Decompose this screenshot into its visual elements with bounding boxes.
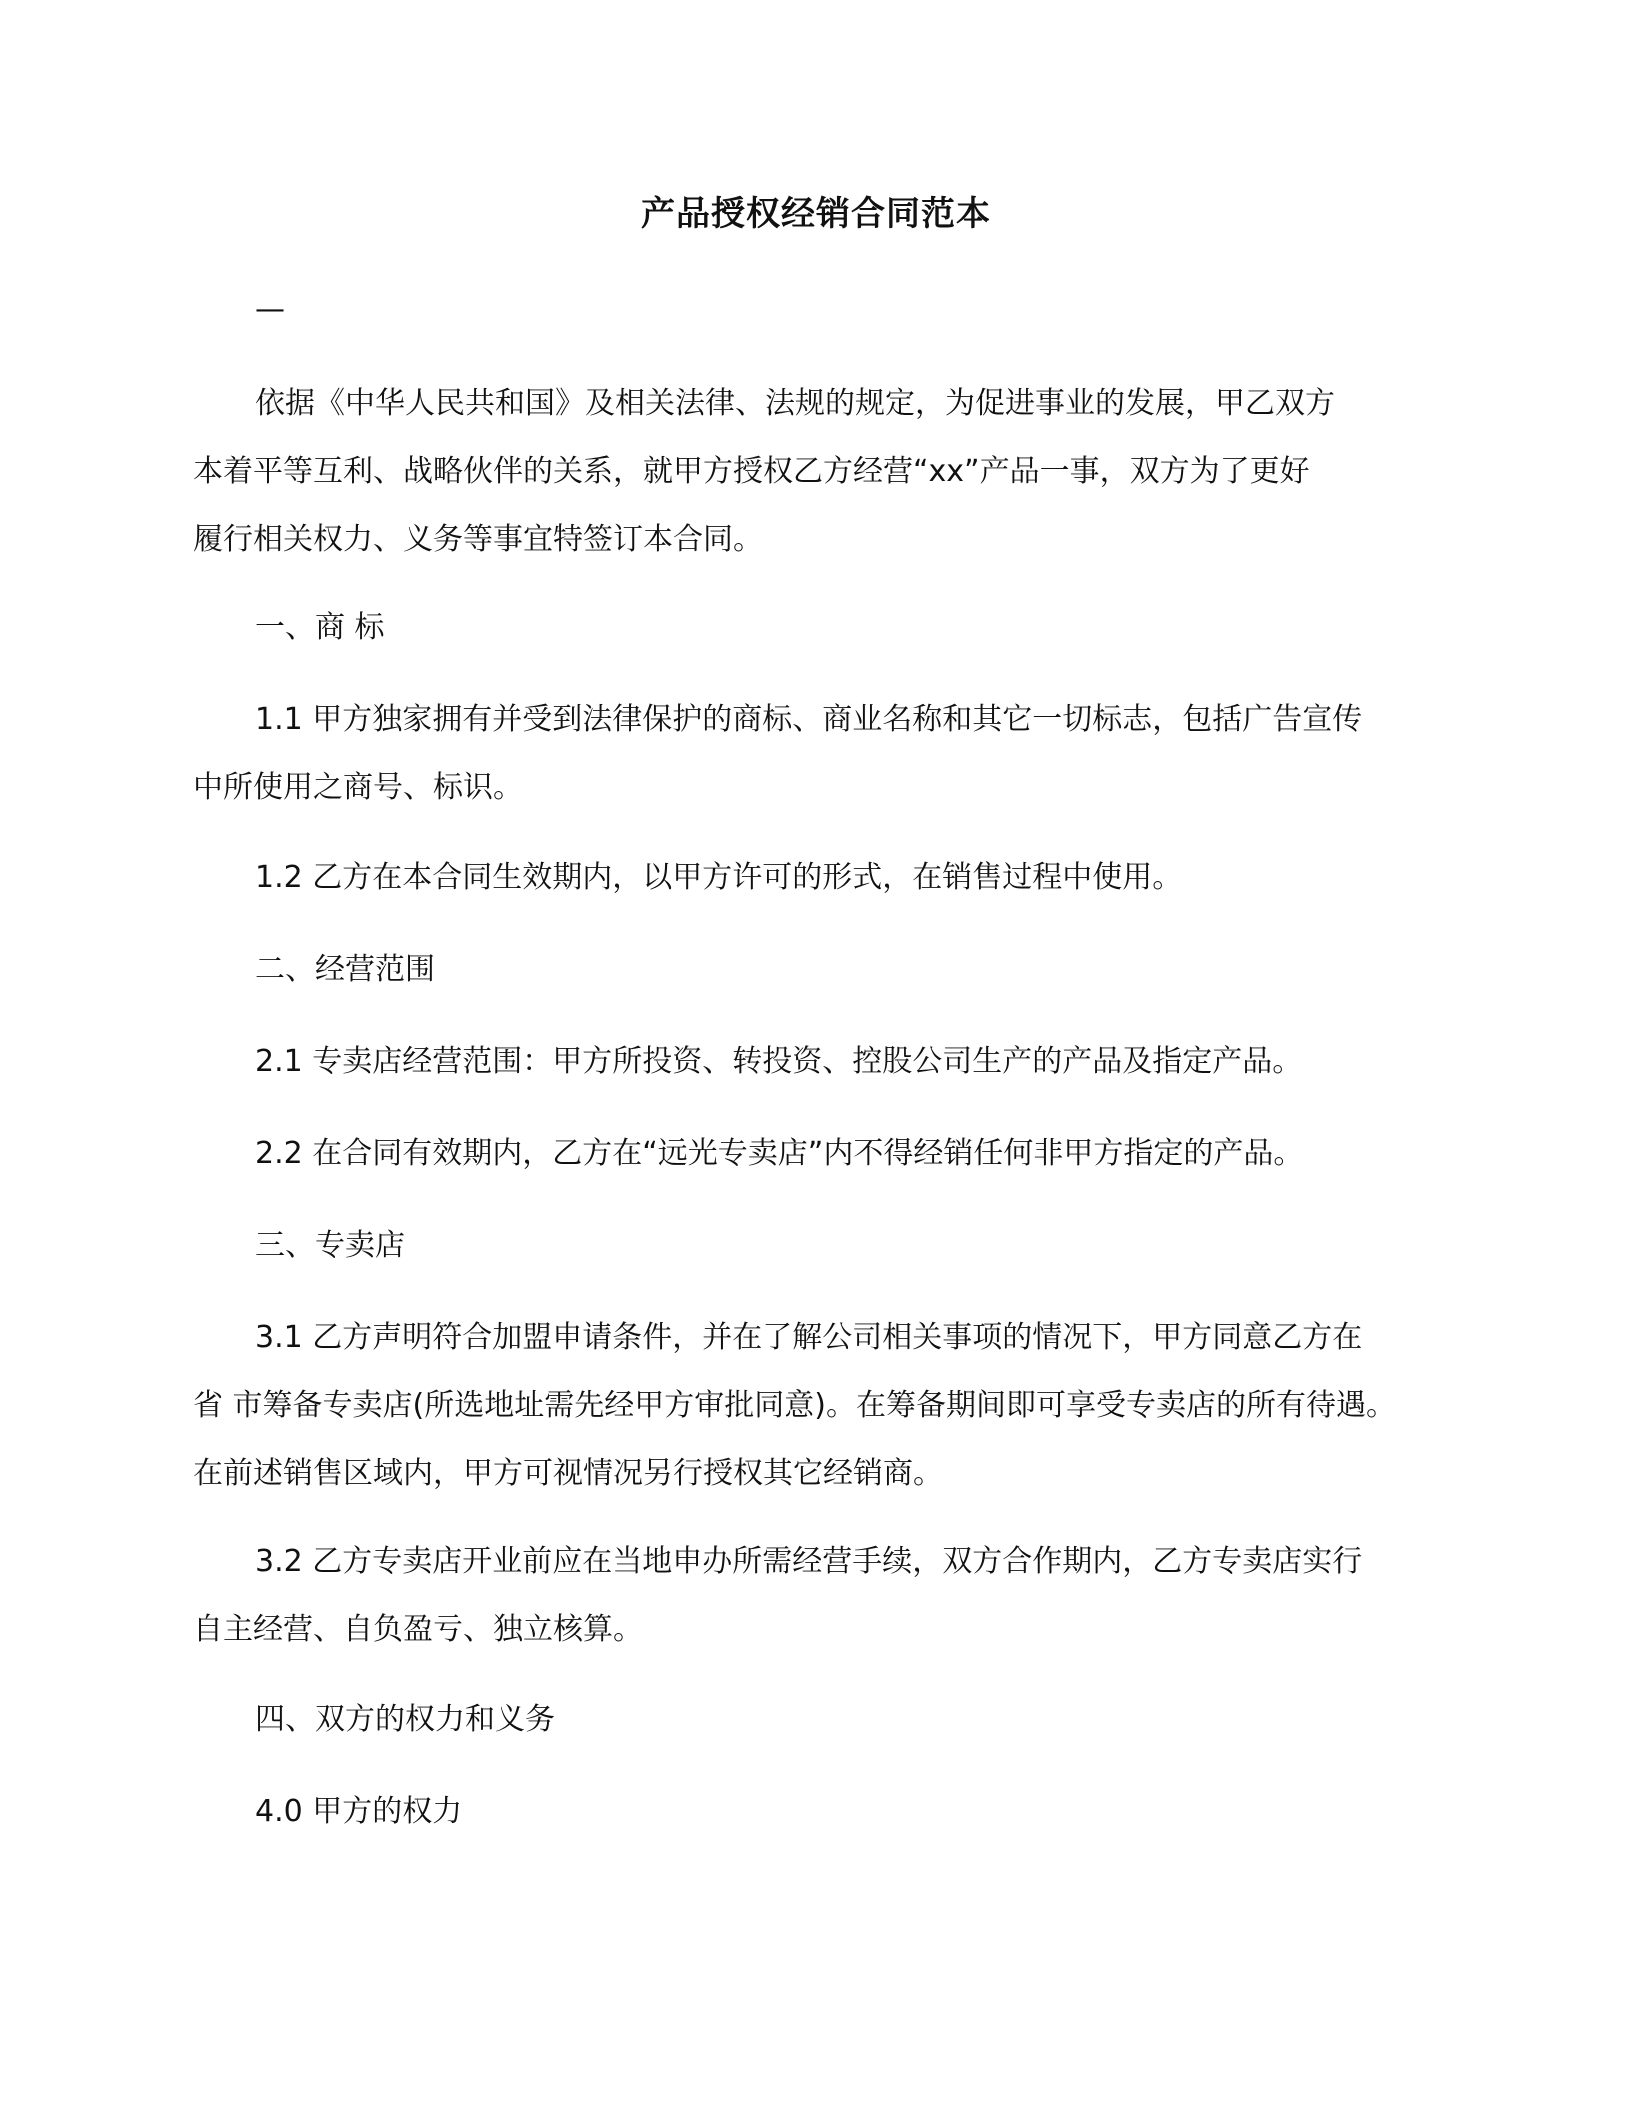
dash-separator: —: [255, 292, 285, 327]
clause-line: 自主经营、自负盈亏、独立核算。: [193, 1612, 643, 1647]
clause-1-1: [193, 686, 1455, 822]
intro-line-3: 履行相关权力、义务等事宜特签订本合同。: [193, 522, 763, 557]
clause-2-1: [193, 1028, 1455, 1096]
clause-line: 2.2 在合同有效期内，乙方在“远光专卖店”内不得经销任何非甲方指定的产品。: [255, 1136, 1304, 1171]
section-heading: 三、专卖店: [255, 1228, 405, 1263]
clause-3-1: [193, 1304, 1455, 1508]
section-4-heading: [193, 1686, 1455, 1754]
clause-line: 1.1 甲方独家拥有并受到法律保护的商标、商业名称和其它一切标志，包括广告宣传: [255, 702, 1363, 737]
document-title: 产品授权经销合同范本: [641, 194, 991, 234]
intro-line-2: 本着平等互利、战略伙伴的关系，就甲方授权乙方经营“xx”产品一事，双方为了更好: [193, 454, 1310, 489]
clause-3-2: [193, 1528, 1455, 1664]
clause-line: 1.2 乙方在本合同生效期内，以甲方许可的形式，在销售过程中使用。: [255, 860, 1183, 895]
clause-line: 3.1 乙方声明符合加盟申请条件，并在了解公司相关事项的情况下，甲方同意乙方在: [255, 1320, 1363, 1355]
clause-line: 4.0 甲方的权力: [255, 1794, 463, 1829]
intro-paragraph: [193, 370, 1455, 574]
clause-line: 中所使用之商号、标识。: [193, 770, 523, 805]
section-heading: 二、经营范围: [255, 952, 435, 987]
section-3-heading: [193, 1212, 1455, 1280]
clause-line: 2.1 专卖店经营范围：甲方所投资、转投资、控股公司生产的产品及指定产品。: [255, 1044, 1303, 1079]
section-heading: 四、双方的权力和义务: [255, 1702, 555, 1737]
clause-4-0: [193, 1778, 1455, 1846]
clause-line: 3.2 乙方专卖店开业前应在当地申办所需经营手续，双方合作期内，乙方专卖店实行: [255, 1544, 1363, 1579]
section-heading: 一、商 标: [255, 610, 385, 645]
section-1-heading: [193, 594, 1455, 662]
clause-2-2: [193, 1120, 1455, 1188]
intro-line-1: 依据《中华人民共和国》及相关法律、法规的规定，为促进事业的发展，甲乙双方: [255, 386, 1335, 421]
section-2-heading: [193, 936, 1455, 1004]
clause-line: 在前述销售区域内，甲方可视情况另行授权其它经销商。: [193, 1456, 943, 1491]
clause-1-2: [193, 844, 1455, 912]
clause-line: 省 市筹备专卖店(所选地址需先经甲方审批同意)。在筹备期间即可享受专卖店的所有待遇。: [193, 1388, 1396, 1423]
